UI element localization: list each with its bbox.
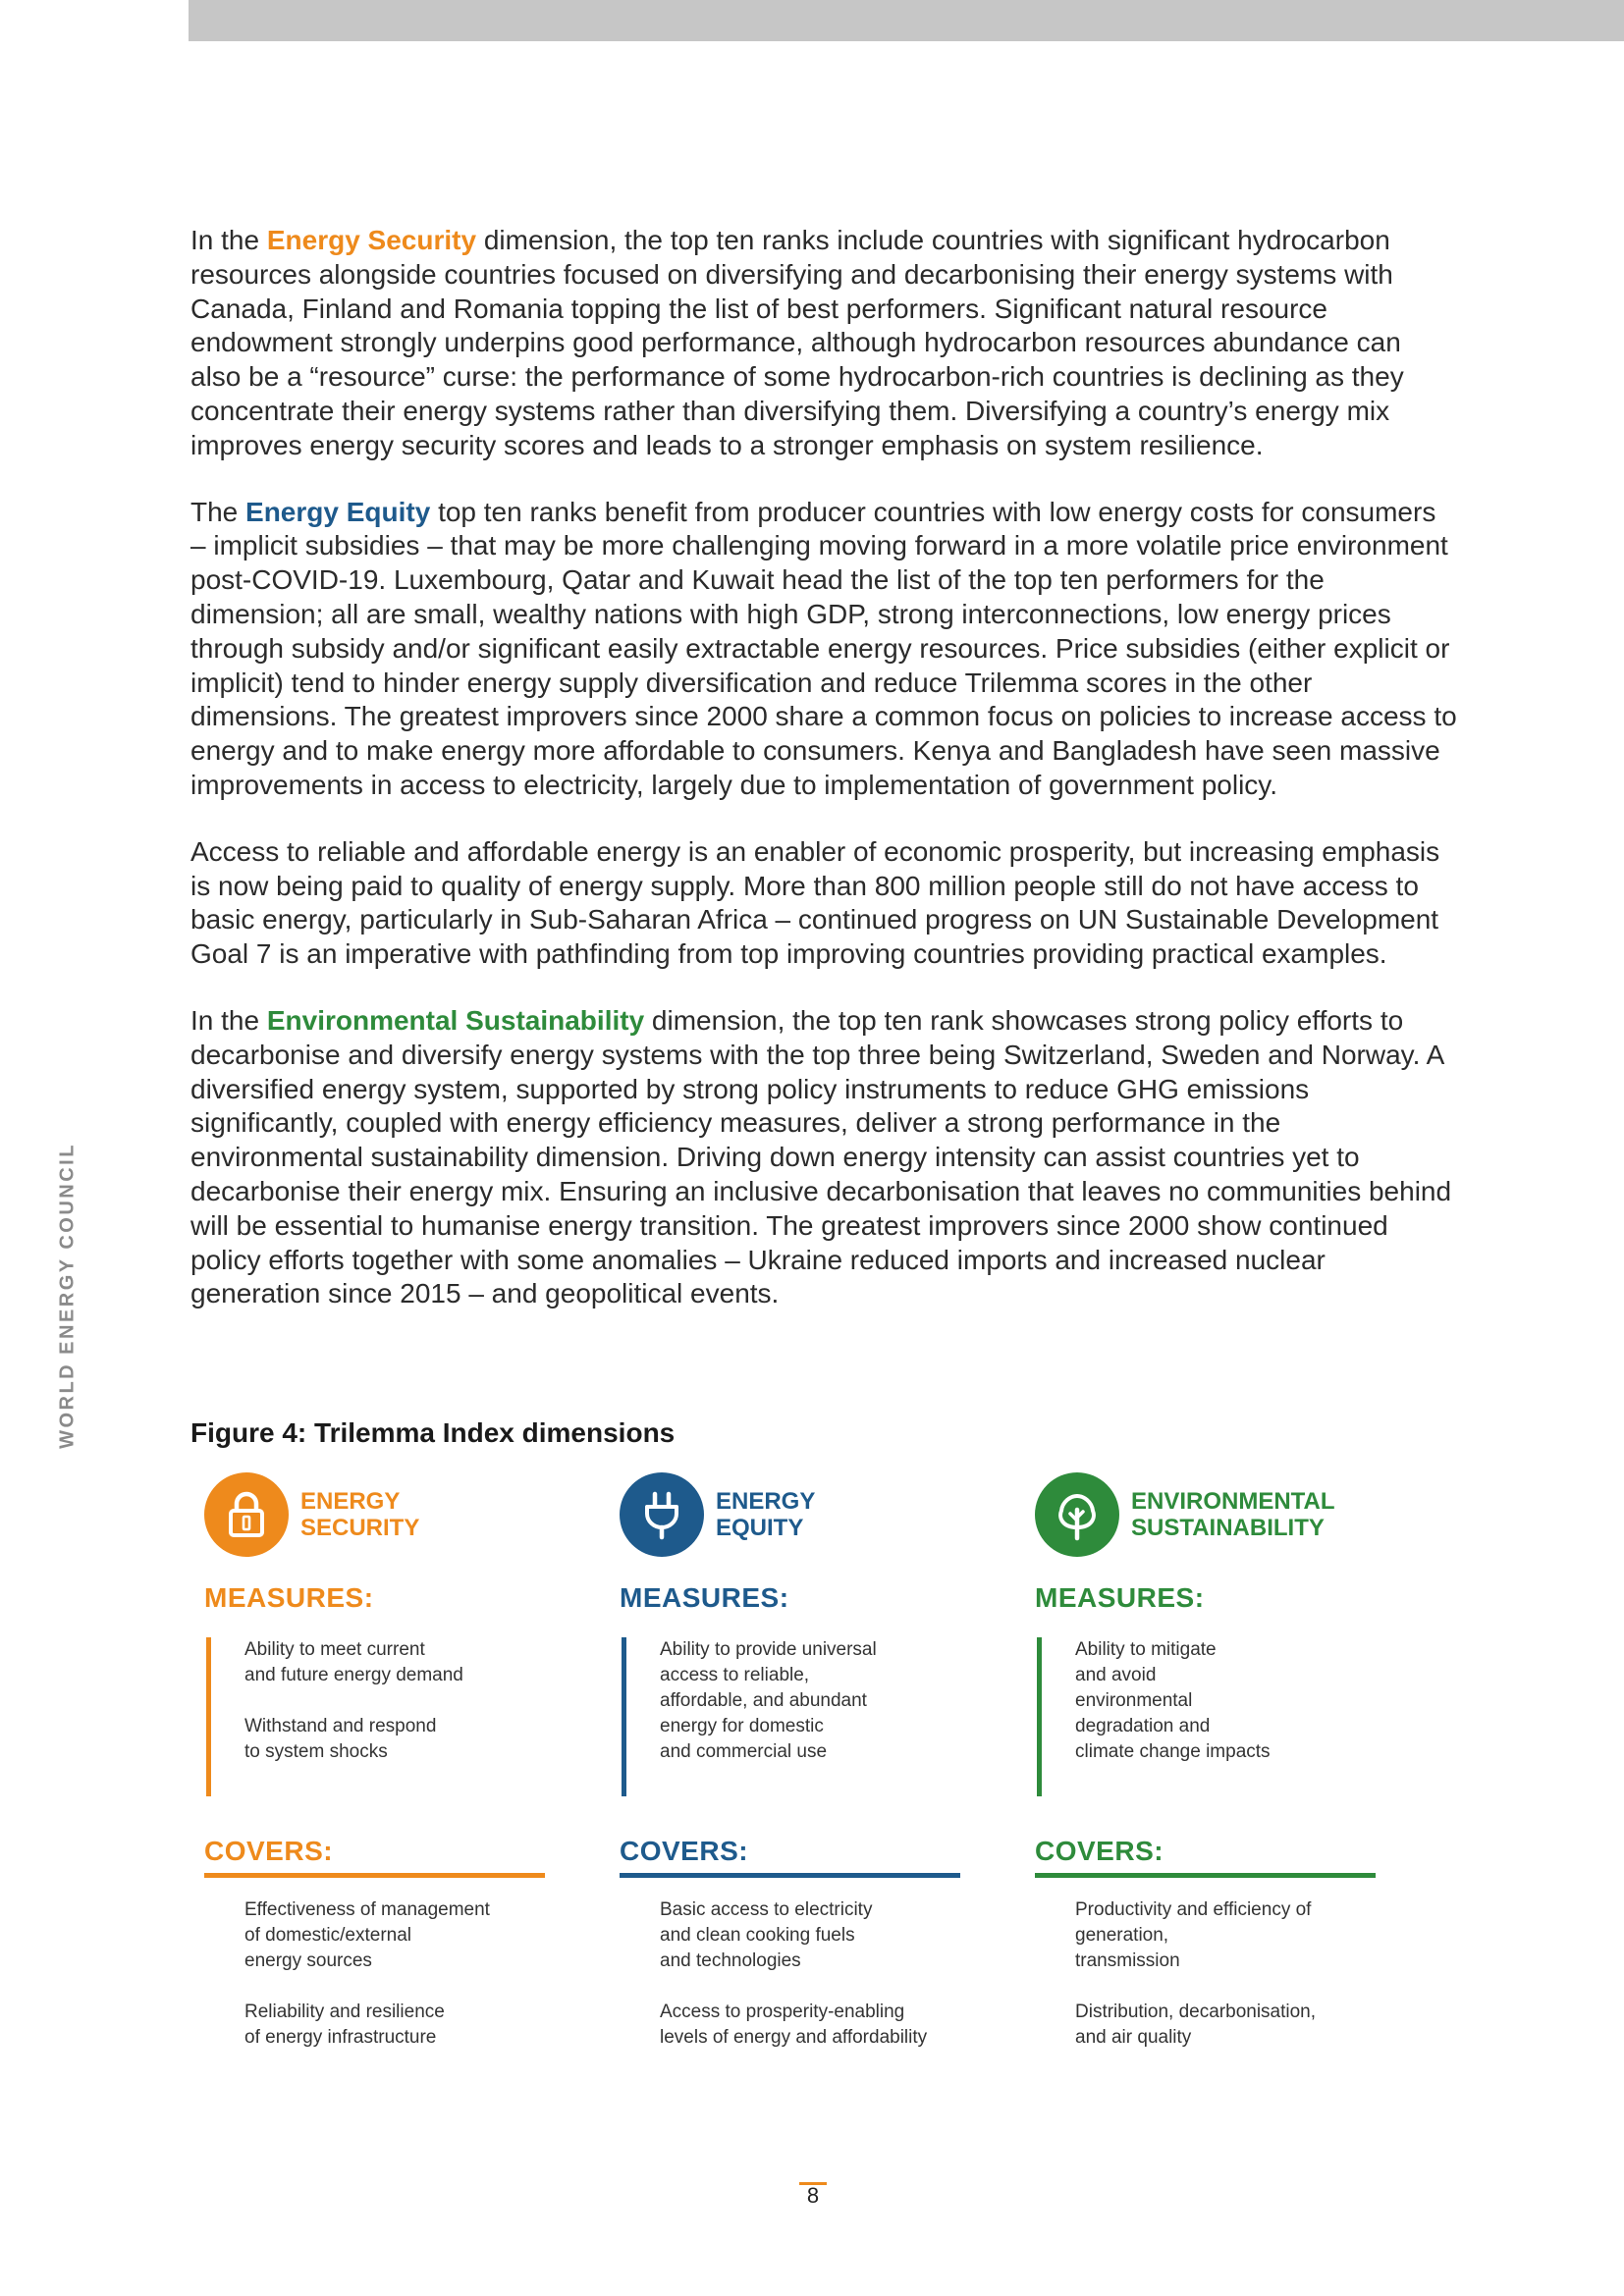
tree-icon bbox=[1035, 1472, 1119, 1557]
cover-item: Reliability and resilience of energy infrastructure bbox=[244, 2002, 445, 2048]
covers-label: COVERS: bbox=[620, 1836, 749, 1866]
column-title: ENVIRONMENTAL SUSTAINABILITY bbox=[1131, 1488, 1335, 1541]
paragraph-energy-security: In the Energy Security dimension, the top ten ranks include countries with significant hydrocarbon resources alongside countries focused on diversifying and decarbonising their energy systems with Canada, Finland and Romania topping the list of best performers. Significant natural resource endowment strongly underpins good performance, although hydrocarbon resources abundance can also be a “resource” curse: the performance of some hydrocarbon-rich countries is declining as they concentrate their energy systems rather than diversifying them. Diversifying a country’s energy mix improves energy security scores and leads to a stronger emphasis on system resilience. bbox=[190, 225, 1404, 460]
side-label: WORLD ENERGY COUNCIL bbox=[56, 1143, 79, 1449]
measures-label: MEASURES: bbox=[204, 1582, 374, 1613]
covers-divider bbox=[1035, 1873, 1376, 1878]
energy-security-column bbox=[190, 1472, 544, 2081]
measure-item: Ability to meet current and future energy demand bbox=[244, 1639, 463, 1685]
covers-label: COVERS: bbox=[1035, 1836, 1164, 1866]
covers-divider bbox=[620, 1873, 960, 1878]
measures-label: MEASURES: bbox=[620, 1582, 789, 1613]
covers-list bbox=[244, 1897, 559, 2076]
column-header bbox=[620, 1472, 942, 1557]
cover-item: Effectiveness of management of domestic/external energy sources bbox=[244, 1899, 490, 1971]
column-header bbox=[204, 1472, 526, 1557]
column-header bbox=[1035, 1472, 1357, 1557]
measures-label: MEASURES: bbox=[1035, 1582, 1205, 1613]
page-number: 8 bbox=[806, 2183, 820, 2208]
figure-title: Figure 4: Trilemma Index dimensions bbox=[190, 1417, 676, 1448]
paragraph-environmental-sustainability: In the Environmental Sustainability dimension, the top ten rank showcases strong policy efforts to decarbonise and diversify energy systems with the top three being Switzerland, Sweden and Norway. A diversified energy system, supported by strong policy instruments to reduce GHG emissions significantly, coupled with energy efficiency measures, deliver a strong performance in the environmental sustainability dimension. Driving down energy intensity can assist countries yet to decarbonise their energy mix. Ensuring an inclusive decarbonisation that leaves no communities behind will be essential to humanise energy transition. The greatest improvers since 2000 show continued policy efforts together with some anomalies – Ukraine reduced imports and increased nuclear generation since 2015 – and geopolitical events. bbox=[190, 1004, 1452, 1309]
measures-list bbox=[622, 1637, 954, 1796]
covers-divider bbox=[204, 1873, 545, 1878]
header-bar bbox=[189, 0, 1624, 41]
paragraph-energy-access: Access to reliable and affordable energy is an enabler of economic prosperity, but increasing emphasis is now being paid to quality of energy supply. More than 800 million people still do not have access to basic energy, particularly in Sub-Saharan Africa – continued progress on UN Sustainable Development Goal 7 is an imperative with pathfinding from top improving countries providing practical examples. bbox=[190, 835, 1440, 970]
body-text bbox=[190, 224, 1457, 1344]
covers-list bbox=[1075, 1897, 1389, 2076]
paragraph-energy-equity: The Energy Equity top ten ranks benefit from producer countries with low energy costs for consumers – implicit subsidies – that may be more challenging moving forward in a more volatile price environment post-COVID-19. Luxembourg, Qatar and Kuwait head the list of the top ten performers for the dimension; all are small, wealthy nations with high GDP, strong interconnections, low energy prices through subsidy and/or significant easily extractable energy resources. Price subsidies (either explicit or implicit) tend to hinder energy supply diversification and reduce Trilemma scores in the other dimensions. The greatest improvers since 2000 share a common focus on policies to increase access to energy and to make energy more affordable to consumers. Kenya and Bangladesh have seen massive improvements in access to electricity, largely due to implementation of government policy. bbox=[190, 496, 1457, 800]
measures-list bbox=[206, 1637, 539, 1796]
covers-list bbox=[660, 1897, 974, 2076]
measures-list bbox=[1037, 1637, 1370, 1796]
cover-item: Distribution, decarbonisation, and air quality bbox=[1075, 2002, 1317, 2048]
environmental-sustainability-highlight: Environmental Sustainability bbox=[266, 1004, 645, 1036]
environmental-sustainability-column bbox=[1021, 1472, 1375, 2081]
cover-item: Basic access to electricity and clean cooking fuels and technologies bbox=[660, 1899, 873, 1971]
measure-item: Ability to provide universal access to reliable, affordable, and abundant energy for domestic and commercial use bbox=[660, 1639, 877, 1762]
cover-item: Access to prosperity-enabling levels of energy and affordability bbox=[660, 2002, 928, 2048]
energy-security-highlight: Energy Security bbox=[266, 225, 477, 255]
energy-equity-column bbox=[606, 1472, 959, 2081]
measure-item: Withstand and respond to system shocks bbox=[244, 1716, 437, 1762]
padlock-icon bbox=[204, 1472, 289, 1557]
cover-item: Productivity and efficiency of generation, transmission bbox=[1075, 1899, 1312, 1971]
column-title: ENERGY EQUITY bbox=[716, 1488, 816, 1541]
covers-label: COVERS: bbox=[204, 1836, 334, 1866]
energy-equity-highlight: Energy Equity bbox=[245, 496, 431, 527]
plug-icon bbox=[620, 1472, 704, 1557]
measure-item: Ability to mitigate and avoid environmental degradation and climate change impacts bbox=[1075, 1639, 1271, 1762]
column-title: ENERGY SECURITY bbox=[300, 1488, 420, 1541]
